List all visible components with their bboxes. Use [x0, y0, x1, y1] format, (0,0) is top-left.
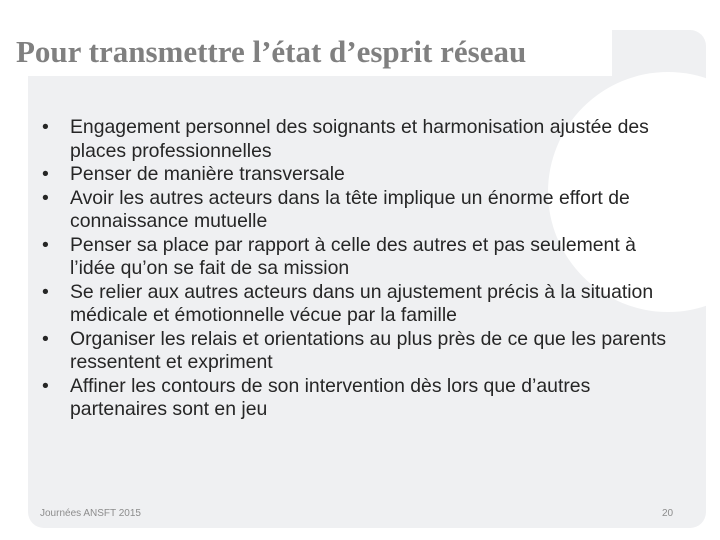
bullet-item — [42, 328, 682, 375]
bullet-text: Affiner les contours de son intervention dès lors que d’autres partenaires sont en jeu — [70, 374, 591, 420]
bullet-icon: • — [42, 233, 49, 256]
slide-title: Pour transmettre l’état d’esprit réseau — [16, 34, 527, 69]
bullet-icon: • — [42, 280, 49, 303]
bullet-icon: • — [42, 186, 49, 209]
bullet-icon: • — [42, 327, 49, 350]
page-number: 20 — [662, 508, 674, 519]
bullet-item — [42, 116, 682, 163]
bullet-text: Penser de manière transversale — [70, 163, 345, 185]
bullet-item — [42, 281, 682, 328]
bullet-text: Penser sa place par rapport à celle des autres et pas seulement à l’idée qu’on se fait de sa mission — [70, 233, 636, 279]
bullet-item — [42, 163, 682, 187]
bullet-icon: • — [42, 163, 49, 185]
footer-event-label: Journées ANSFT 2015 — [40, 508, 141, 519]
bullet-text: Avoir les autres acteurs dans la tête implique un énorme effort de connaissance mutuelle — [70, 186, 630, 232]
bullet-text: Se relier aux autres acteurs dans un ajustement précis à la situation médicale et émotionnelle vécue par la famille — [70, 280, 654, 326]
bullet-text: Engagement personnel des soignants et harmonisation ajustée des places professionnelles — [70, 116, 649, 162]
bullet-text: Organiser les relais et orientations au plus près de ce que les parents ressentent et expriment — [70, 327, 667, 373]
bullet-item — [42, 375, 682, 422]
bullet-item — [42, 187, 682, 234]
bullet-list — [42, 116, 682, 422]
bullet-icon: • — [42, 116, 49, 138]
bullet-item — [42, 234, 682, 281]
bullet-icon: • — [42, 374, 49, 397]
